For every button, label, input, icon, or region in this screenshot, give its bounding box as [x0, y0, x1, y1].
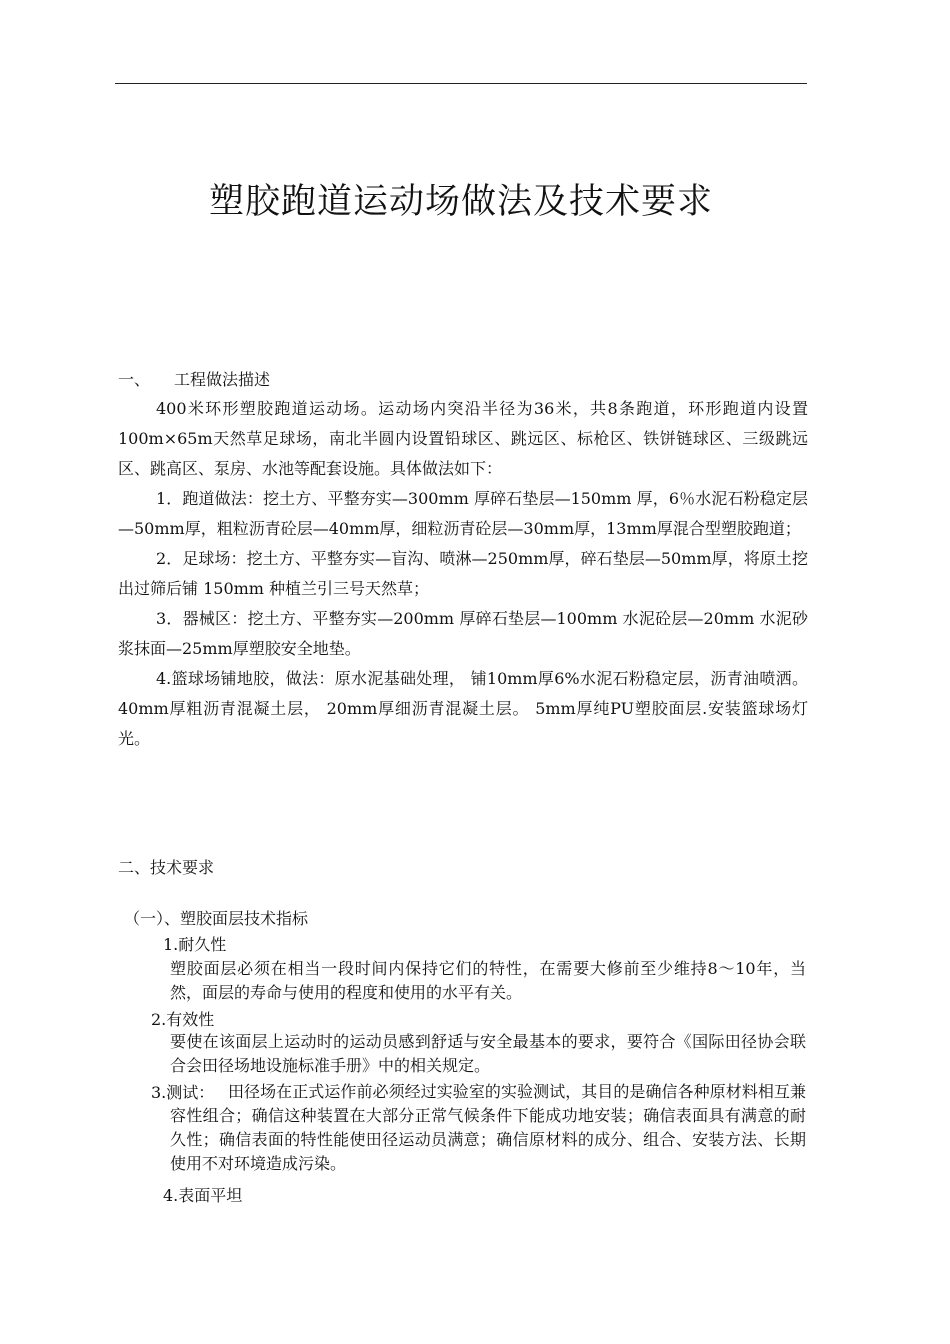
- document-title: 塑胶跑道运动场做法及技术要求: [208, 182, 713, 222]
- item-3-text: [170, 1080, 806, 1176]
- paragraph-equipment: 3．器械区：挖土方、平整夯实—200mm 厚碎石垫层—100mm 水泥砼层—20mm 水泥砂浆抹面—25mm厚塑胶安全地垫。: [118, 609, 808, 658]
- section-1-title: 工程做法描述: [174, 370, 271, 389]
- item-2-paragraph: 要使在该面层上运动时的运动员感到舒适与安全最基本的要求，要符合《国际田径协会联合会田径场地设施标准手册》中的相关规定。: [170, 1032, 806, 1075]
- item-4-title: 4.表面平坦: [163, 1186, 243, 1205]
- item-3-title: 3.测试：: [151, 1083, 215, 1102]
- item-2-text: [170, 1030, 806, 1078]
- paragraph-football: 2．足球场：挖土方、平整夯实—盲沟、喷淋—250mm厚，碎石垫层—50mm厚，将原土挖出过筛后铺 150mm 种植兰引三号天然草；: [118, 549, 808, 598]
- item-2-title: 2.有效性: [151, 1010, 215, 1029]
- header-rule: [115, 83, 807, 84]
- item-3-paragraph: 田径场在正式运作前必须经过实验室的实验测试，其目的是确信各种原材料相互兼容性组合；确信这种装置在大部分正常气候条件下能成功地安装；确信表面具有满意的耐久性；确信表面的特性能使田径运动员满意；确信原材料的成分、组合、安装方法、长期使用不对环境造成污染。: [170, 1082, 806, 1173]
- paragraph-intro: 400米环形塑胶跑道运动场。运动场内突沿半径为36米，共8条跑道，环形跑道内设置100m×65m天然草足球场，南北半圆内设置铅球区、跳远区、标枪区、铁饼链球区、三级跳远区、跳高区、泵房、水池等配套设施。具体做法如下：: [118, 399, 808, 478]
- section-2-heading: 二、技术要求: [118, 858, 215, 877]
- item-1-text: [170, 957, 806, 1005]
- paragraph-basketball: 4.篮球场铺地胶，做法：原水泥基础处理， 铺10mm厚6%水泥石粉稳定层，沥青油喷洒。40mm厚粗沥青混凝土层， 20mm厚细沥青混凝土层。 5mm厚纯PU塑胶面层.安装篮球场灯光。: [118, 669, 808, 748]
- paragraph-track: 1．跑道做法：挖土方、平整夯实—300mm 厚碎石垫层—150mm 厚，6％水泥石粉稳定层—50mm厚，粗粒沥青砼层—40mm厚，细粒沥青砼层—30mm厚，13mm厚混合型塑胶跑道；: [118, 489, 808, 538]
- section-1-heading: [118, 367, 270, 390]
- item-1-paragraph: 塑胶面层必须在相当一段时间内保持它们的特性，在需要大修前至少维持8～10年，当然，面层的寿命与使用的程度和使用的水平有关。: [170, 959, 806, 1002]
- section-1-body: [118, 394, 808, 754]
- section-1-number: 一、: [118, 370, 151, 389]
- subsection-1-heading: （一）、塑胶面层技术指标: [124, 909, 309, 928]
- item-1-title: 1.耐久性: [163, 935, 227, 954]
